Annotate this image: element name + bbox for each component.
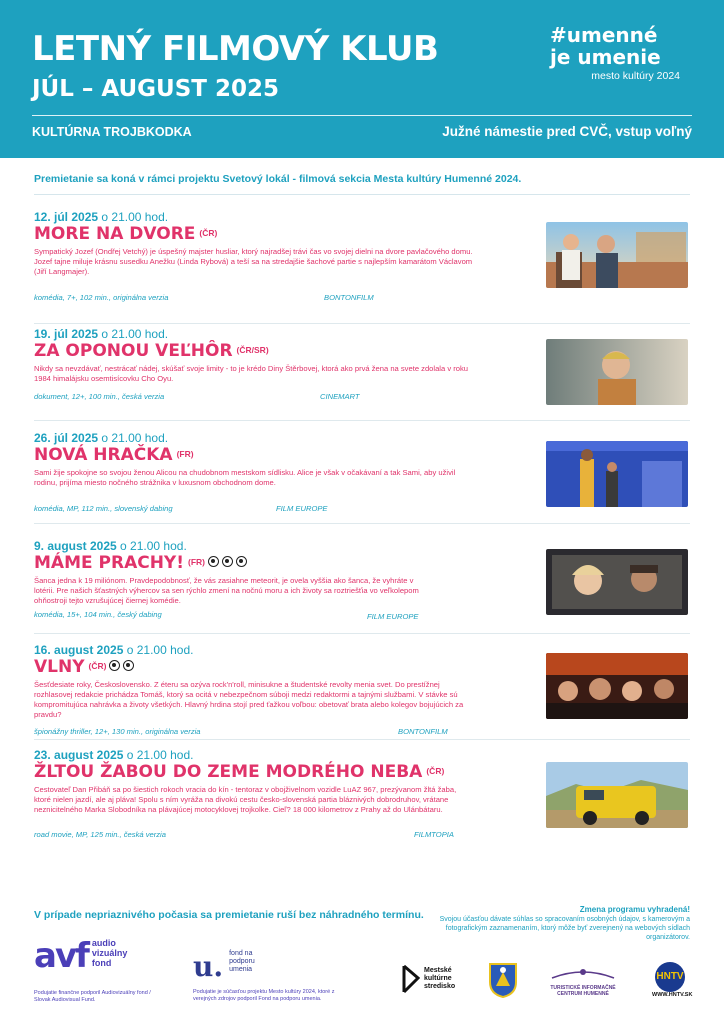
- film-entry: [34, 210, 690, 310]
- film-title: VLNY (ČR): [34, 657, 134, 677]
- film-date: 26. júl 2025 o 21.00 hod.: [34, 431, 169, 445]
- film-distributor: CINEMART: [320, 392, 360, 401]
- film-date: 23. august 2025 o 21.00 hod.: [34, 748, 194, 762]
- fpu-logo-mark: u.: [193, 950, 224, 983]
- venue-name: KULTÚRNA TROJBKODKA: [32, 125, 192, 139]
- film-description: Sami žije spokojne so svojou ženou Alicou na chudobnom mestskom sídlisku. Alice je však v očakávaní a tak Sami, aby uživil rodinu, prijíma miesto nočného strážnika v luxusnom obchodnom dome.: [34, 468, 456, 487]
- page-title: LETNÝ FILMOVÝ KLUB: [32, 29, 439, 69]
- tic-logo-text: TURISTICKÉ INFORMAČNÉ CENTRUM HUMENNÉ: [550, 985, 616, 997]
- avf-support-note: Podujatie finančne podporil Audiovizuálny fond / Slovak Audiovisual Fund.: [34, 990, 151, 1003]
- film-still-image: [546, 222, 688, 288]
- mks-logo-icon: [402, 964, 420, 994]
- film-date: 16. august 2025 o 21.00 hod.: [34, 643, 194, 657]
- film-country: (FR): [176, 449, 194, 459]
- tic-logo-icon: [548, 966, 618, 980]
- fpu-logo: [193, 950, 343, 1003]
- film-distributor: BONTONFILM: [398, 727, 448, 736]
- divider: [34, 194, 690, 195]
- film-entry: [34, 539, 690, 639]
- film-meta: špionážny thriller, 12+, 130 min., originálna verzia: [34, 727, 201, 736]
- intro-text: Premietanie sa koná v rámci projektu Svetový lokál - filmová sekcia Mesta kultúry Humenné 2024.: [34, 173, 522, 185]
- film-entry: [34, 748, 690, 848]
- page-subtitle: JÚL – AUGUST 2025: [32, 76, 280, 102]
- film-meta: komédia, 15+, 104 min., český dabing: [34, 610, 162, 619]
- film-distributor: FILM EUROPE: [276, 504, 328, 513]
- humenne-brand-logo: [550, 24, 690, 82]
- brand-line-1: #umenné: [550, 23, 658, 47]
- drugs-rating-icon: [222, 556, 233, 567]
- hntv-logo: [652, 962, 693, 998]
- film-meta: road movie, MP, 125 min., česká verzia: [34, 830, 166, 839]
- film-date: 12. júl 2025 o 21.00 hod.: [34, 210, 169, 224]
- divider: [34, 739, 690, 740]
- film-title: NOVÁ HRAČKA (FR): [34, 445, 194, 465]
- brand-line-2: je umenie: [550, 45, 661, 69]
- program-change-notice: Zmena programu vyhradená!: [579, 905, 690, 914]
- film-meta: komédia, MP, 112 min., slovenský dabing: [34, 504, 173, 513]
- film-description: Šanca jedna k 19 miliónom. Pravdepodobnosť, že vás zasiahne meteorit, je ovela vyššia ako šanca, že vyhráte v lotérii. Pre našich šťastných výhercov sa sen rýchlo zmení na nočnú moru a ich životy sa roztriešťia vo veľkolepom ohňostroji tejto vzrušujúcej čiernej komédie.: [34, 576, 419, 605]
- divider: [34, 323, 690, 324]
- fpu-support-note: Podujatie je súčasťou projektu Mesto kultúry 2024, ktoré z verejných zdrojov podporil Fond na podporu umenia.: [193, 989, 335, 1002]
- film-distributor: BONTONFILM: [324, 293, 374, 302]
- film-still-image: [546, 549, 688, 615]
- mks-logo-text: Mestské kultúrne stredisko: [424, 967, 456, 990]
- film-distributor: FILMTOPIA: [414, 830, 454, 839]
- film-date: 9. august 2025 o 21.00 hod.: [34, 539, 187, 553]
- film-still-image: [546, 653, 688, 719]
- film-country: (FR): [188, 557, 205, 567]
- film-description: Cestovateľ Dan Přibáň sa po šiestich rokoch vracia do kín - tentoraz v obojživelnom vozidle LuAZ 967, prezývanom žltá žaba, ktoré nielen jazdí, ale aj pláva! Spolu s ním vyráža na divokú cestu česko-slovenská partia bláznivých dobrodruhov, vrátane neznicitelného Marka Slobodníka na plávajúcej motocyklovej trojkolke. Cieľ? 18 000 kilometrov z Prahy až do Ulánbátaru.: [34, 785, 457, 814]
- brand-line-3: mesto kultúry 2024: [591, 70, 680, 82]
- film-title: MORE NA DVORE (ČR): [34, 224, 218, 244]
- film-description: Šesťdesiate roky, Československo. Z éteru sa ozýva rock'n'roll, minisukne a študentské revolty menia svet. Do prestížnej rozhlasovej redakcie prichádza Tomáš, ktorý sa ocitá v nebezpečnom súboji medzi redaktormi a tajnými službami. V stávke sú kompromitujúca nahrávka a životy všetkých. Hlavný hrdina stojí pred ťažkou voľbou: obetovať brata alebo kolegov bojujúcich za pravdu?: [34, 680, 464, 719]
- film-entry: [34, 643, 690, 743]
- film-still-image: [546, 762, 688, 828]
- humenne-coat-of-arms-icon: [488, 962, 518, 1003]
- fpu-logo-text: fond na podporu umenia: [229, 950, 255, 973]
- film-entry: [34, 327, 690, 427]
- venue-location: Južné námestie pred CVČ, vstup voľný: [442, 124, 692, 139]
- divider: [34, 420, 690, 421]
- film-description: Sympatický Jozef (Ondřej Vetchý) je úspešný majster husliar, ktorý najradšej trávi čas vo svojej dielni na dvore pavlačového domu. Jozef tajne miluje krásnu susedku Anežku (Linda Rybová) a teší sa na stredajšie šachové partie s najlepším kamarátom Václavom (Jiří Langmajer).: [34, 247, 473, 276]
- language-rating-icon: [236, 556, 247, 567]
- consent-notice: Svojou účasťou dávate súhlas so spracovaním osobných údajov, s kamerovým a fotografickým zaznamenaním, ktorý môže byť zverejnený na webových sídlach organizátorov.: [439, 916, 690, 941]
- avf-logo: [34, 936, 154, 1004]
- film-title: MÁME PRACHY! (FR): [34, 553, 247, 573]
- film-title: ZA OPONOU VEĽHÔR (ČR/SR): [34, 341, 269, 361]
- film-country: (ČR): [199, 228, 218, 238]
- divider: [34, 523, 690, 524]
- avf-logo-mark: avf: [34, 936, 88, 976]
- violence-rating-icon: [109, 660, 120, 671]
- film-distributor: FILM EUROPE: [367, 612, 419, 621]
- avf-logo-text: audio vizuálny fond: [91, 938, 128, 968]
- film-still-image: [546, 339, 688, 405]
- hntv-url: WWW.HNTV.SK: [652, 992, 693, 998]
- header-divider: [32, 115, 692, 116]
- film-country: (ČR): [88, 661, 107, 671]
- film-country: (ČR/SR): [236, 345, 269, 355]
- weather-notice: V prípade nepriaznivého počasia sa premietanie ruší bez náhradného termínu.: [34, 909, 424, 921]
- film-meta: komédia, 7+, 102 min., originálna verzia: [34, 293, 169, 302]
- violence-rating-icon: [208, 556, 219, 567]
- mks-logo: [402, 964, 466, 994]
- header-band: [0, 0, 724, 158]
- film-country: (ČR): [426, 766, 445, 776]
- drugs-rating-icon: [123, 660, 134, 671]
- film-meta: dokument, 12+, 100 min., česká verzia: [34, 392, 165, 401]
- film-still-image: [546, 441, 688, 507]
- tic-logo: [548, 966, 618, 997]
- film-title: ŽLTOU ŽABOU DO ZEME MODRÉHO NEBA (ČR): [34, 762, 445, 782]
- hntv-logo-mark: HNTV: [655, 962, 685, 992]
- film-entry: [34, 431, 690, 531]
- film-description: Nikdy sa nevzdávať, nestrácať nádej, skúšať svoje limity - to je krédo Diny Štěrbovej, ktorá ako prvá žena na svete zdolala v roku 1984 himalájsku osemtisícovku Cho Oyu.: [34, 364, 469, 383]
- film-date: 19. júl 2025 o 21.00 hod.: [34, 327, 169, 341]
- divider: [34, 633, 690, 634]
